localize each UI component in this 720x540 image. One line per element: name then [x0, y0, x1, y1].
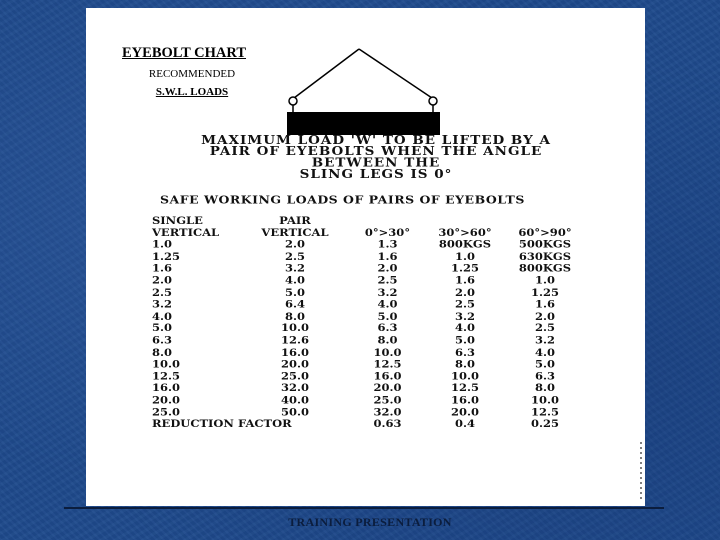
footer-title: TRAINING PRESENTATION	[288, 515, 452, 529]
table-cell: 1.6	[454, 274, 475, 287]
table-cell: 2.5	[377, 274, 398, 287]
load-block	[287, 112, 440, 135]
table-cell: 2.0	[152, 274, 173, 287]
table-cell: 1.25	[450, 262, 479, 275]
table-cell: 2.0	[454, 285, 475, 299]
table-cell: 1.25	[152, 250, 181, 263]
table-cell: 20.0	[152, 393, 181, 406]
table-header-row	[148, 215, 585, 227]
table-cell: 4.0	[454, 321, 475, 335]
table-cell: 1.0	[454, 250, 475, 263]
table-cell: REDUCTION FACTOR	[152, 417, 292, 430]
table-cell: 10.0	[280, 321, 309, 335]
table-cell: 4.0	[152, 309, 173, 323]
table-cell: 8.0	[152, 345, 173, 359]
table-cell: 5.0	[377, 309, 398, 323]
table-row	[148, 383, 585, 395]
table-cell: 6.4	[284, 297, 305, 311]
table-cell: 32.0	[373, 405, 402, 418]
table-cell: 1.6	[377, 250, 398, 263]
table-cell: 8.0	[534, 381, 555, 394]
table-cell: 12.5	[450, 381, 479, 394]
table-row	[148, 323, 585, 335]
table-cell: 4.0	[377, 297, 398, 311]
table-cell: 630KGS	[518, 250, 572, 263]
table-cell: 12.5	[152, 369, 181, 383]
table-cell: 8.0	[284, 309, 305, 323]
table-header-cell: 60°>90°	[518, 226, 572, 239]
table-cell: 10.0	[450, 369, 479, 383]
sling-leg-right	[359, 49, 432, 98]
table-cell: 3.2	[454, 309, 475, 323]
table-row	[148, 418, 585, 430]
table-row	[148, 263, 585, 275]
table-cell: 5.0	[454, 333, 475, 347]
table-cell: 5.0	[152, 321, 173, 335]
table-cell: 3.2	[377, 285, 398, 299]
table-cell: 3.2	[152, 297, 173, 311]
chart-title: EYEBOLT CHART	[122, 45, 246, 61]
table-header-cell: 30°>60°	[438, 226, 492, 239]
heading-line: BETWEEN THE	[311, 156, 441, 171]
eyebolt-left	[289, 97, 297, 105]
table-cell: 1.3	[377, 238, 398, 251]
table-cell: 2.5	[534, 321, 555, 335]
sling-leg-left	[294, 49, 359, 98]
table-cell: 5.0	[534, 357, 555, 371]
table-cell: 25.0	[373, 393, 402, 406]
table-cell: 3.2	[534, 333, 555, 347]
table-cell: 8.0	[454, 357, 475, 371]
table-cell: 2.0	[377, 262, 398, 275]
table-row	[148, 371, 585, 383]
table-header-cell: 0°>30°	[364, 226, 411, 239]
table-cell: 800KGS	[518, 262, 572, 275]
sling-diagram	[282, 38, 452, 138]
table-cell: 16.0	[450, 393, 479, 406]
table-cell: 6.3	[454, 345, 475, 359]
table-row	[148, 335, 585, 347]
table-cell: 0.63	[373, 417, 402, 430]
table-row	[148, 239, 585, 251]
table-cell: 20.0	[450, 405, 479, 418]
table-cell: 4.0	[284, 274, 305, 287]
table-cell: 6.3	[377, 321, 398, 335]
table-cell: 40.0	[280, 393, 309, 406]
heading-line: MAXIMUM LOAD 'W' TO BE LIFTED BY A	[201, 133, 551, 148]
table-cell: 12.6	[280, 333, 309, 347]
table-row	[148, 299, 585, 311]
table-cell: 0.25	[530, 417, 559, 430]
table-cell: 2.0	[534, 309, 555, 323]
table-cell: 16.0	[152, 381, 181, 394]
table-cell: 12.5	[530, 405, 559, 418]
table-cell: 8.0	[377, 333, 398, 347]
eyebolt-load-table	[148, 215, 585, 430]
table-cell: 10.0	[152, 357, 181, 371]
table-header-cell	[425, 215, 505, 227]
heading-line: PAIR OF EYEBOLTS WHEN THE ANGLE	[209, 144, 543, 159]
table-cell: 500KGS	[518, 238, 572, 251]
eyebolt-right	[429, 97, 437, 105]
table-header-cell	[350, 215, 425, 227]
table-header-cell: VERTICAL	[152, 226, 220, 239]
table-cell: 20.0	[373, 381, 402, 394]
table-cell: 0.4	[454, 417, 475, 430]
table-cell: 1.25	[530, 285, 559, 299]
table-cell: 10.0	[530, 393, 559, 406]
table-cell: 50.0	[280, 405, 309, 418]
table-cell: 3.2	[284, 262, 305, 275]
scanned-load-table	[146, 135, 606, 430]
table-cell: 2.5	[152, 285, 173, 299]
table-cell: 32.0	[280, 381, 309, 394]
table-cell: 2.5	[454, 297, 475, 311]
table-cell: 5.0	[284, 285, 305, 299]
table-header-cell: SINGLE	[152, 214, 203, 227]
table-cell: 12.5	[373, 357, 402, 371]
scan-edge-mark	[639, 442, 643, 502]
table-header-cell: VERTICAL	[261, 226, 329, 239]
table-row	[148, 275, 585, 287]
table-cell: 10.0	[373, 345, 402, 359]
slide-content-panel	[86, 8, 645, 506]
table-cell: 20.0	[280, 357, 309, 371]
table-header-cell	[505, 215, 585, 227]
footer-divider	[64, 507, 664, 509]
subtitle-recommended: RECOMMENDED	[148, 68, 236, 80]
table-row	[148, 287, 585, 299]
table-cell: 2.0	[284, 238, 305, 251]
table-cell: 1.6	[534, 297, 555, 311]
table-cell: 1.0	[534, 274, 555, 287]
heading-line: SLING LEGS IS 0°	[299, 167, 453, 182]
table-row	[148, 311, 585, 323]
table-cell: 1.0	[152, 238, 173, 251]
table-row	[148, 347, 585, 359]
table-cell: 1.6	[152, 262, 173, 275]
table-cell: 6.3	[534, 369, 555, 383]
table-header-cell: PAIR	[279, 214, 311, 227]
table-cell: 2.5	[284, 250, 305, 263]
subtitle-swl-loads: S.W.L. LOADS	[155, 86, 229, 98]
table-cell: 4.0	[534, 345, 555, 359]
table-cell: 25.0	[280, 369, 309, 383]
table-row	[148, 395, 585, 407]
table-cell: 16.0	[280, 345, 309, 359]
table-cell: 6.3	[152, 333, 173, 347]
table-row	[148, 359, 585, 371]
table-cell: 16.0	[373, 369, 402, 383]
safe-working-loads-heading: SAFE WORKING LOADS OF PAIRS OF EYEBOLTS	[160, 193, 525, 207]
table-cell: 25.0	[152, 405, 181, 418]
table-cell: 800KGS	[438, 238, 492, 251]
